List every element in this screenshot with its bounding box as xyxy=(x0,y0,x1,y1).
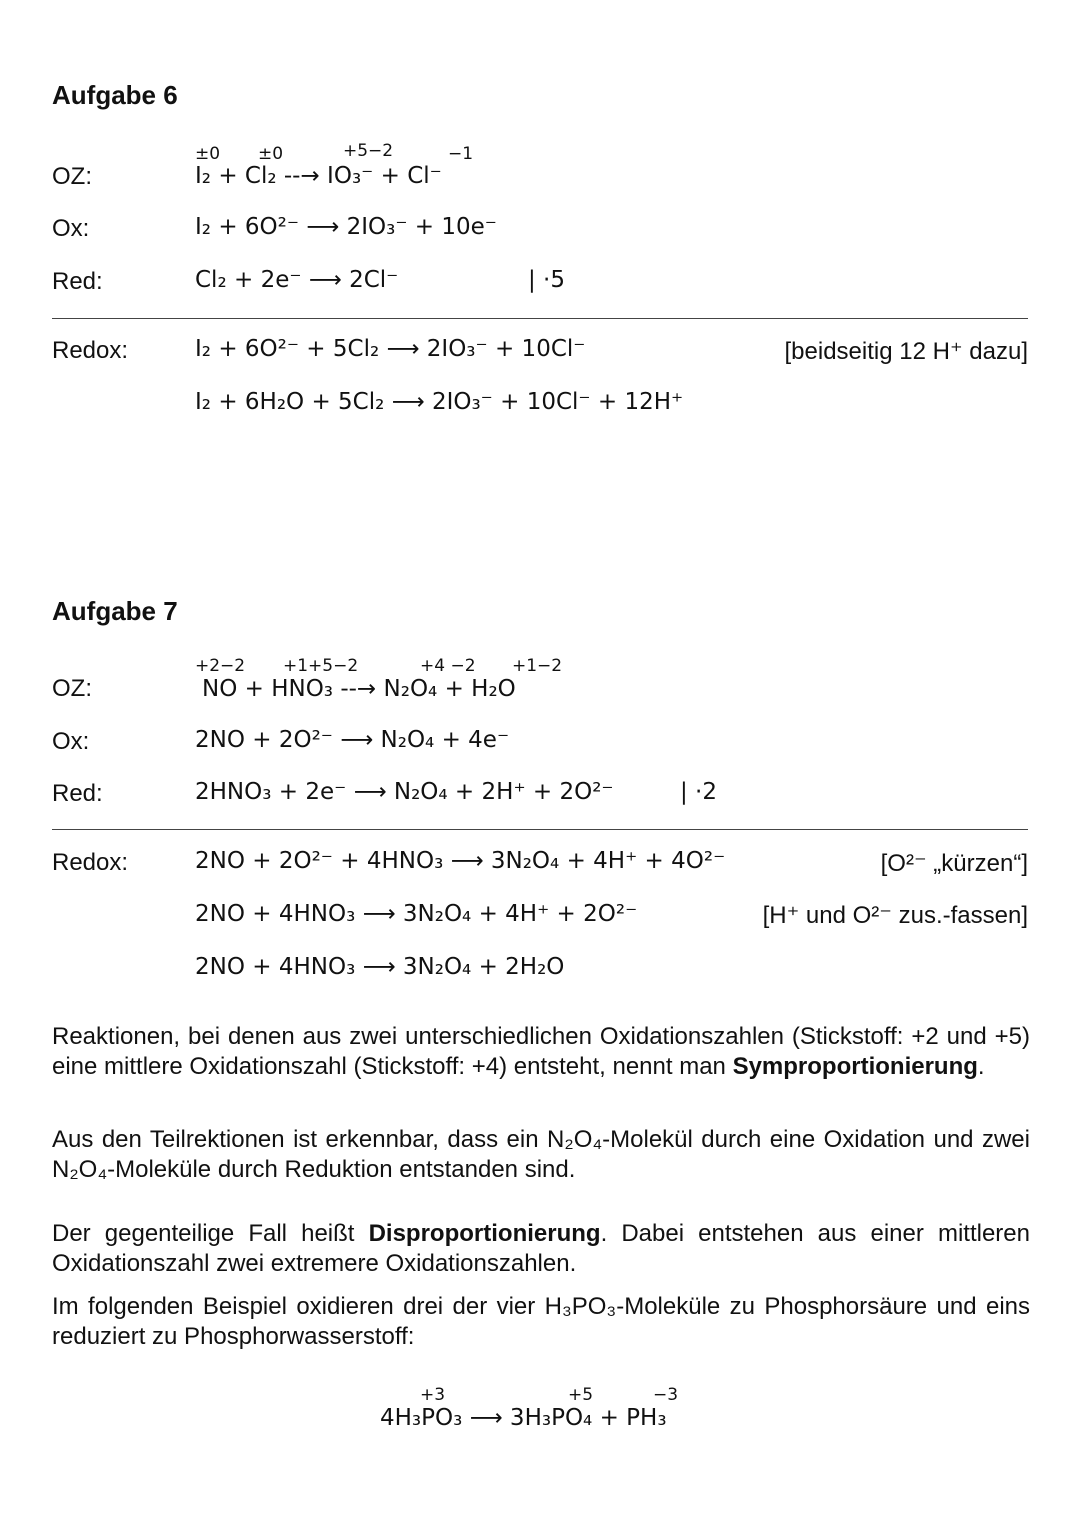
final-oz-number: −3 xyxy=(653,1385,679,1405)
task7-redox-line2: 2NO + 4HNO₃ ⟶ 3N₂O₄ + 4H⁺ + 2O²⁻ xyxy=(195,901,638,927)
task6-oz-number: +5−2 xyxy=(343,141,394,161)
task7-oz-number: +4 −2 xyxy=(420,656,476,676)
final-oz-number: +5 xyxy=(568,1385,594,1405)
paragraph-text: Reaktionen, bei denen aus zwei unterschiedlichen Oxidationszahlen (Stickstoff: +2 und +5) eine mittlere Oxidationszahl (Stickstoff: +4) entsteht, nennt man xyxy=(52,1023,1030,1080)
paragraph-text: . Dabei entstehen aus einer mittleren Oxidationszahl zwei extremere Oxidationszahlen. xyxy=(52,1220,1030,1277)
task7-oz-number: +1+5−2 xyxy=(283,656,359,676)
task6-red-label: Red: xyxy=(52,268,103,295)
term-disproportionierung: Disproportionierung xyxy=(368,1220,601,1247)
task7-redox-line1: 2NO + 2O²⁻ + 4HNO₃ ⟶ 3N₂O₄ + 4H⁺ + 4O²⁻ xyxy=(195,848,726,874)
task7-note2: [H⁺ und O²⁻ zus.-fassen] xyxy=(762,902,1028,929)
task6-oz-equation: I₂ + Cl₂ --→ IO₃⁻ + Cl⁻ xyxy=(195,163,442,189)
task7-ox-equation: 2NO + 2O²⁻ ⟶ N₂O₄ + 4e⁻ xyxy=(195,727,510,753)
final-oz-number: +3 xyxy=(420,1385,446,1405)
paragraph-text: Aus den Teilrektionen ist erkennbar, dass ein N₂O₄-Molekül durch eine Oxidation und zwei N₂O₄-Moleküle durch Reduktion entstanden sind. xyxy=(52,1126,1030,1183)
paragraph-teilreaktionen xyxy=(52,1125,1030,1185)
task7-oz-label: OZ: xyxy=(52,675,92,702)
paragraph-beispiel xyxy=(52,1292,1030,1352)
task6-oz-label: OZ: xyxy=(52,163,92,190)
task6-title: Aufgabe 6 xyxy=(52,80,178,110)
task7-divider xyxy=(52,829,1028,830)
task6-divider xyxy=(52,318,1028,319)
task7-title: Aufgabe 7 xyxy=(52,596,178,626)
task6-red-equation: Cl₂ + 2e⁻ ⟶ 2Cl⁻ xyxy=(195,267,399,293)
paragraph-text: Der gegenteilige Fall heißt xyxy=(52,1220,369,1247)
task6-oz-number: −1 xyxy=(448,144,474,164)
task6-ox-label: Ox: xyxy=(52,215,90,242)
task7-red-factor: | ·2 xyxy=(680,779,718,805)
term-symproportionierung: Symproportionierung xyxy=(732,1053,978,1080)
task7-oz-number: +2−2 xyxy=(195,656,246,676)
paragraph-text: Im folgenden Beispiel oxidieren drei der vier H₃PO₃-Moleküle zu Phosphorsäure und eins reduziert zu Phosphorwasserstoff: xyxy=(52,1293,1030,1350)
task6-red-factor: | ·5 xyxy=(528,267,566,293)
paragraph-text: . xyxy=(977,1053,985,1080)
task7-ox-label: Ox: xyxy=(52,728,90,755)
task7-oz-number: +1−2 xyxy=(512,656,563,676)
paragraph-symproportionierung xyxy=(52,1022,1030,1082)
task6-oz-number: ±0 xyxy=(195,144,221,164)
task7-oz-equation: NO + HNO₃ --→ N₂O₄ + H₂O xyxy=(202,676,516,702)
task6-redox-line1: I₂ + 6O²⁻ + 5Cl₂ ⟶ 2IO₃⁻ + 10Cl⁻ xyxy=(195,336,586,362)
task7-note1: [O²⁻ „kürzen“] xyxy=(880,850,1028,877)
task6-oz-number: ±0 xyxy=(258,144,284,164)
final-equation: 4H₃PO₃ ⟶ 3H₃PO₄ + PH₃ xyxy=(380,1405,667,1431)
task6-redox-line2: I₂ + 6H₂O + 5Cl₂ ⟶ 2IO₃⁻ + 10Cl⁻ + 12H⁺ xyxy=(195,389,684,415)
task7-red-equation: 2HNO₃ + 2e⁻ ⟶ N₂O₄ + 2H⁺ + 2O²⁻ xyxy=(195,779,614,805)
task7-redox-label: Redox: xyxy=(52,849,129,876)
task7-red-label: Red: xyxy=(52,780,103,807)
task7-redox-line3: 2NO + 4HNO₃ ⟶ 3N₂O₄ + 2H₂O xyxy=(195,954,565,980)
task6-ox-equation: I₂ + 6O²⁻ ⟶ 2IO₃⁻ + 10e⁻ xyxy=(195,214,497,240)
task6-redox-label: Redox: xyxy=(52,337,129,364)
paragraph-disproportionierung xyxy=(52,1219,1030,1279)
task6-redox-note: [beidseitig 12 H⁺ dazu] xyxy=(784,338,1028,365)
